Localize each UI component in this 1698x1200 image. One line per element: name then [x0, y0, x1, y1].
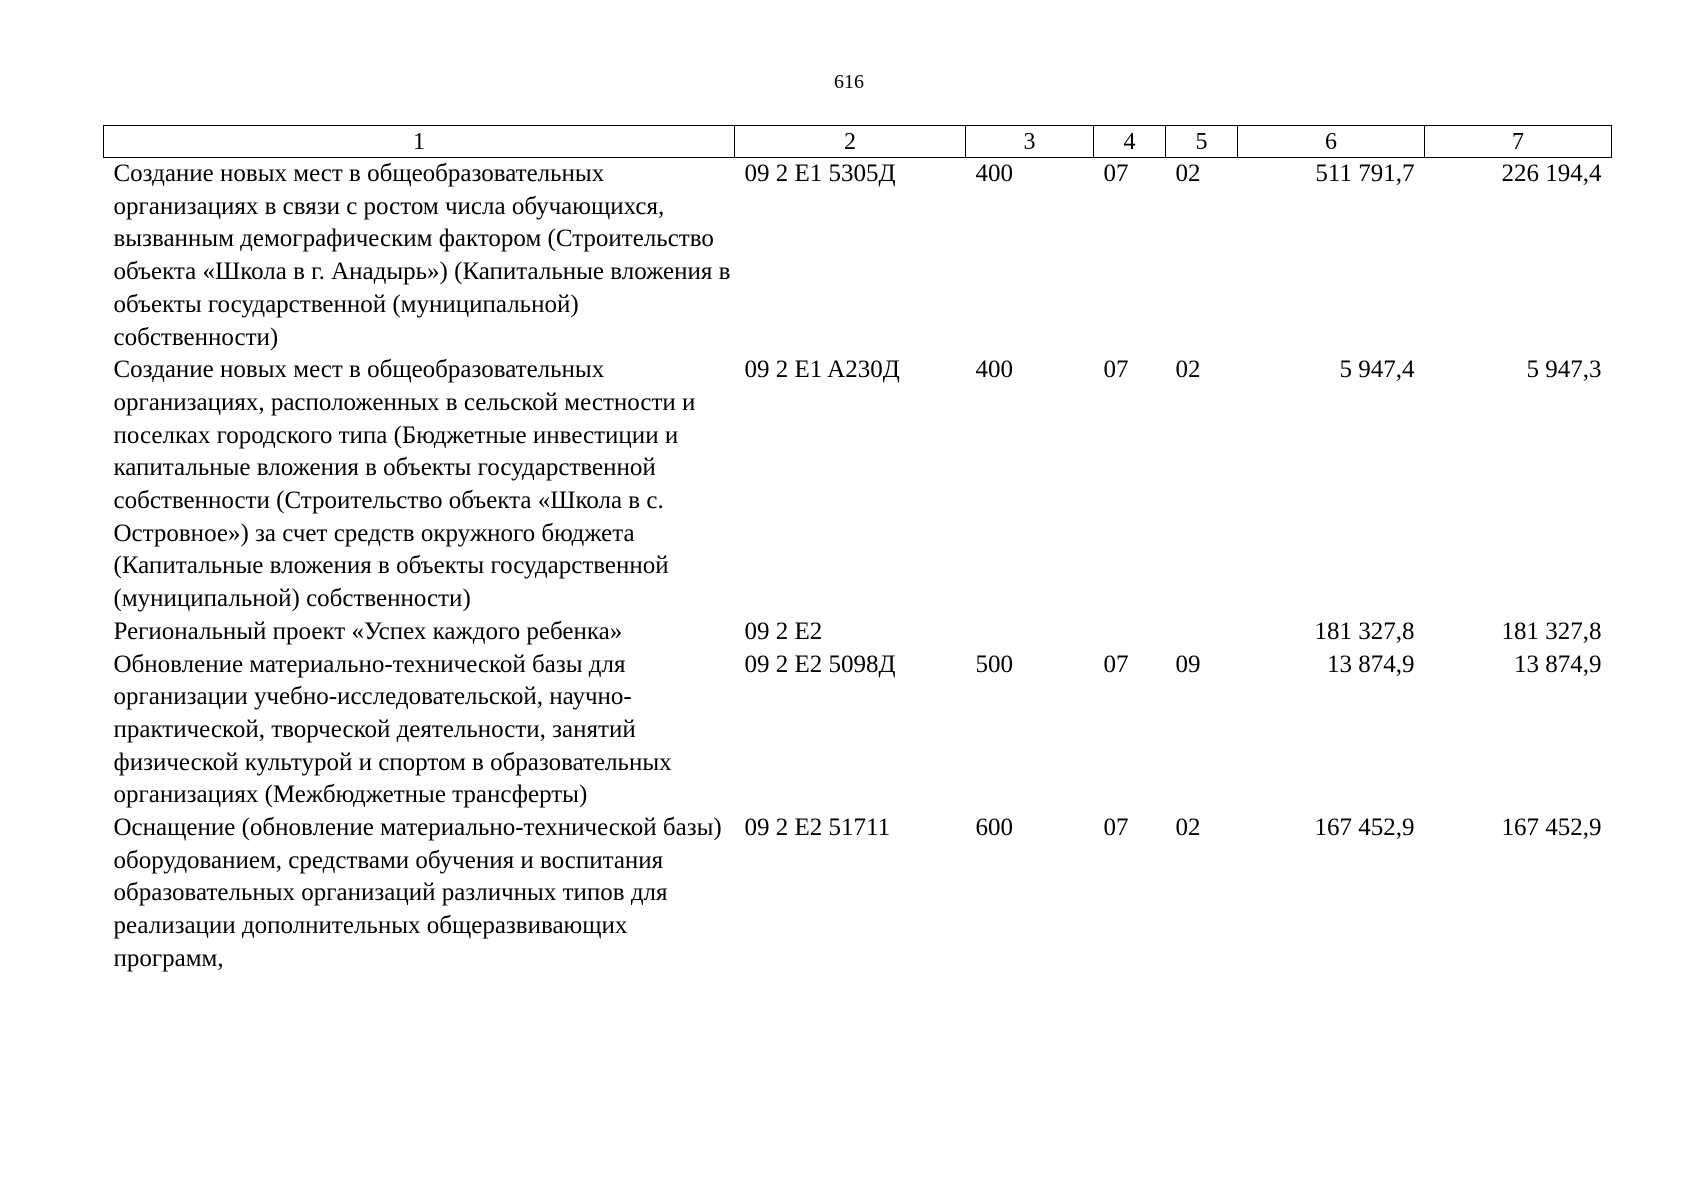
- row-subsection: 02: [1175, 160, 1201, 187]
- row-section: 07: [1103, 650, 1129, 678]
- header-col-6: 6: [1238, 126, 1425, 158]
- table-row: [104, 812, 1612, 976]
- row-value-7: 226 194,4: [1501, 160, 1602, 187]
- header-col-5: 5: [1166, 126, 1238, 158]
- row-value-6: 181 327,8: [1314, 617, 1415, 645]
- row-subsection: 09: [1175, 650, 1201, 678]
- row-type: 400: [975, 356, 1013, 384]
- row-section: [1094, 616, 1166, 649]
- page-number: 616: [834, 71, 864, 93]
- row-value-6: 13 874,9: [1327, 650, 1415, 678]
- row-subsection: 02: [1175, 814, 1201, 842]
- table-row: [104, 354, 1612, 616]
- header-col-2: 2: [735, 126, 966, 158]
- header-col-3: 3: [966, 126, 1094, 158]
- row-value-6: 511 791,7: [1315, 160, 1415, 187]
- budget-table-container: [103, 125, 1611, 976]
- table-row: [104, 158, 1612, 355]
- row-type: [966, 616, 1094, 649]
- row-description: Региональный проект «Успех каждого ребенка»: [113, 617, 623, 645]
- header-col-4: 4: [1094, 126, 1166, 158]
- row-code: 09 2 E1 5305Д: [744, 160, 896, 187]
- row-section: 07: [1103, 814, 1129, 842]
- row-description: Обновление материально-технической базы для организации учебно-исследовательской, научно-практической, творческой деятельности, занятий физической культурой и спортом в образовательных организациях (Межбюджетные трансферты): [113, 650, 672, 809]
- row-value-7: 5 947,3: [1526, 356, 1602, 384]
- row-type: 500: [975, 650, 1013, 678]
- table-header: [104, 126, 1612, 158]
- row-value-7: 181 327,8: [1501, 617, 1602, 645]
- header-row: [104, 126, 1612, 158]
- row-description: Создание новых мест в общеобразовательных организациях, расположенных в сельской местности и поселках городского типа (Бюджетные инвестиции и капитальные вложения в объекты государственной собственности (Строительство объекта «Школа в с. Островное») за счет средств окружного бюджета (Капитальные вложения в объекты государственной (муниципальной) собственности): [113, 356, 696, 613]
- table-row: [104, 649, 1612, 813]
- row-subsection: [1166, 616, 1238, 649]
- row-code: 09 2 E2 51711: [744, 814, 891, 842]
- row-subsection: 02: [1175, 356, 1201, 384]
- row-value-6: 5 947,4: [1339, 356, 1415, 384]
- table-body: [104, 158, 1612, 976]
- row-type: 400: [975, 160, 1013, 187]
- row-value-7: 13 874,9: [1514, 650, 1602, 678]
- row-code: 09 2 E1 A230Д: [744, 356, 900, 384]
- row-type: 600: [975, 814, 1013, 842]
- row-description: Оснащение (обновление материально-технической базы) оборудованием, средствами обучения и воспитания образовательных организаций различных типов для реализации дополнительных общеразвивающих программ,: [113, 814, 722, 972]
- header-col-1: 1: [104, 126, 735, 158]
- row-description: Создание новых мест в общеобразовательных организациях в связи с ростом числа обучающихся, вызванным демографическим фактором (Строительство объекта «Школа в г. Анадырь») (Капитальные вложения в объекты государственной (муниципальной) собственности): [113, 160, 731, 351]
- row-section: 07: [1103, 160, 1129, 187]
- row-code: 09 2 E2: [744, 617, 823, 645]
- header-col-7: 7: [1425, 126, 1612, 158]
- row-code: 09 2 E2 5098Д: [744, 650, 896, 678]
- row-value-7: 167 452,9: [1501, 814, 1602, 842]
- row-value-6: 167 452,9: [1314, 814, 1415, 842]
- table-row: [104, 616, 1612, 649]
- budget-table: [103, 125, 1612, 976]
- row-section: 07: [1103, 356, 1129, 384]
